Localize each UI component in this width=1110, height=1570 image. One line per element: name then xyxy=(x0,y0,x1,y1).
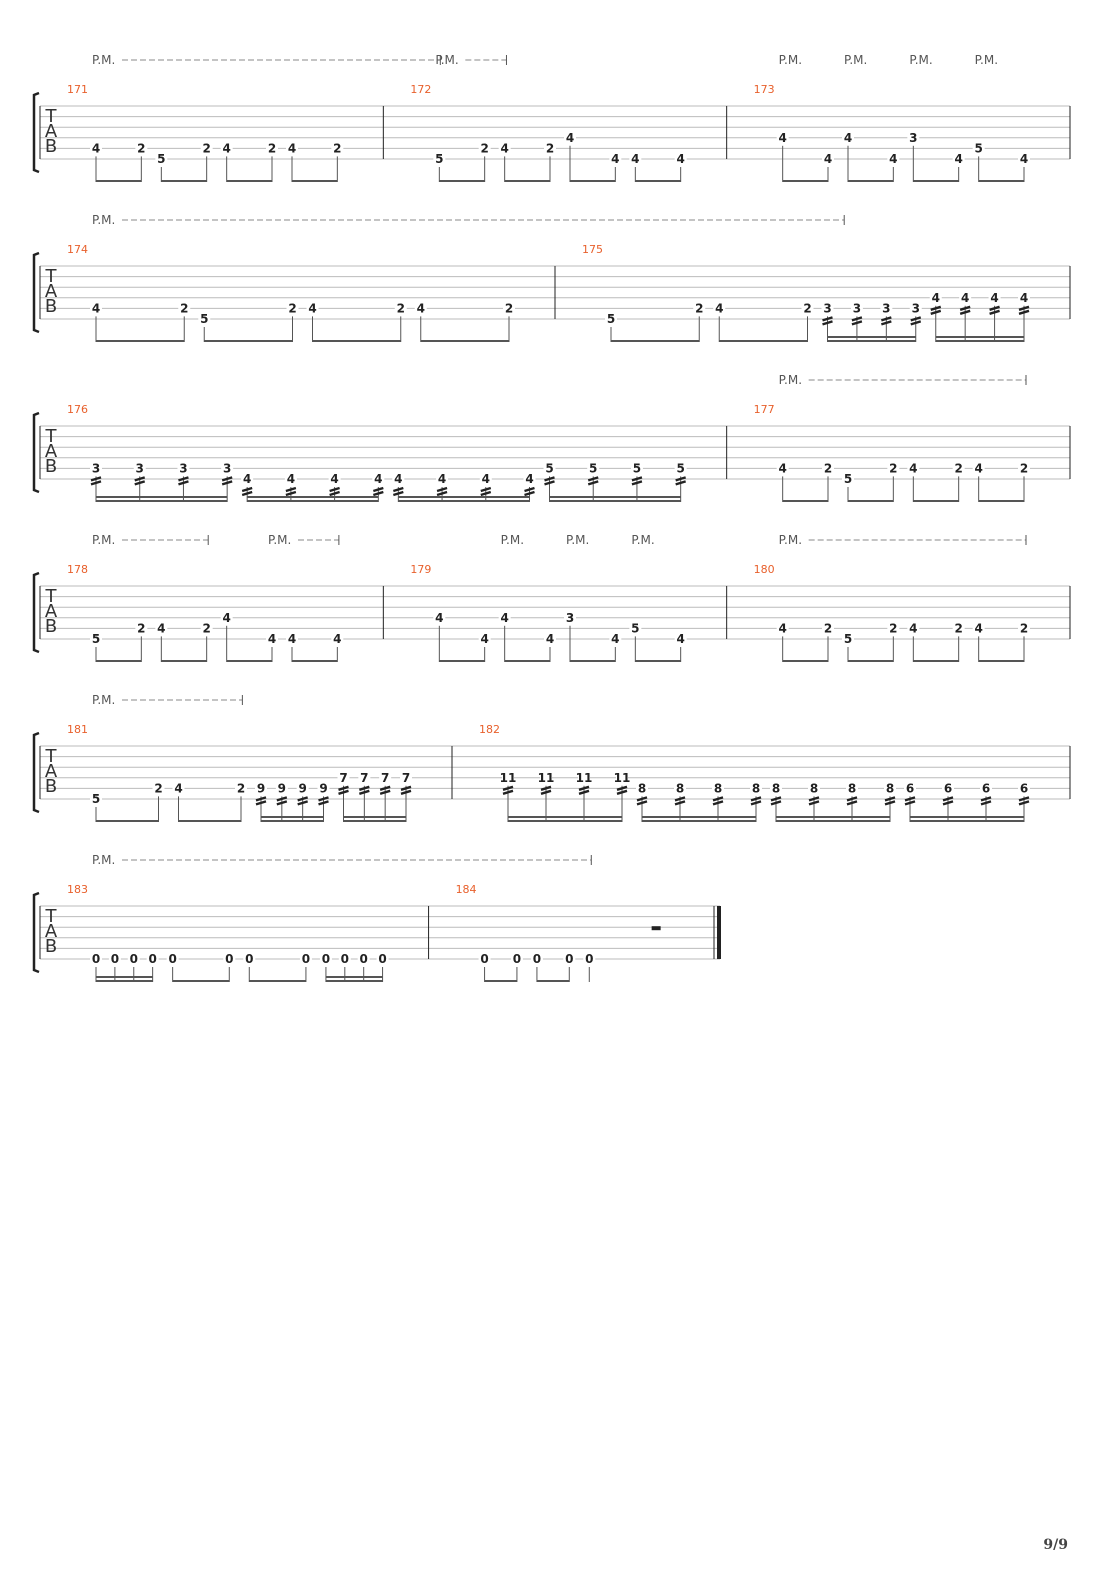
fret-number: 3 xyxy=(882,301,891,316)
tab-clef-letter: B xyxy=(44,456,58,477)
fret-number: 4 xyxy=(778,461,787,476)
fret-number: 5 xyxy=(91,792,101,806)
beam xyxy=(979,180,1024,182)
fret-number: 6 xyxy=(943,781,953,796)
beam xyxy=(292,660,337,662)
beam xyxy=(570,660,615,662)
beam xyxy=(848,180,893,182)
fret-number: 0 xyxy=(129,952,138,966)
fret-number: 5 xyxy=(632,461,642,476)
fret-number: 6 xyxy=(981,781,991,796)
fret-number: 0 xyxy=(340,952,349,966)
fret-number: 4 xyxy=(611,152,620,166)
beam xyxy=(936,336,1024,338)
fret-number: 4 xyxy=(611,632,620,646)
tab-clef-letter: B xyxy=(44,136,58,157)
measure-number: 175 xyxy=(582,243,603,256)
fret-number: 2 xyxy=(154,781,163,796)
fret-number: 0 xyxy=(378,952,387,966)
tab-clef-letter: B xyxy=(44,296,58,317)
tab-clef-letter: B xyxy=(44,936,58,957)
fret-number: 3 xyxy=(179,461,188,476)
fret-number: 2 xyxy=(137,621,146,636)
system-bracket xyxy=(34,733,39,812)
fret-number: 4 xyxy=(525,472,534,486)
palm-mute-label: P.M. xyxy=(778,533,803,547)
beam xyxy=(96,976,153,978)
fret-number: 2 xyxy=(954,621,963,636)
beam xyxy=(96,980,153,982)
fret-number: 2 xyxy=(333,141,342,156)
fret-number: 4 xyxy=(308,301,317,316)
beam xyxy=(910,820,1024,822)
tab-system xyxy=(34,693,1070,822)
measure-number: 176 xyxy=(67,403,88,416)
fret-number: 2 xyxy=(889,621,898,636)
beam xyxy=(635,660,680,662)
palm-mute-label: P.M. xyxy=(268,533,292,547)
fret-number: 0 xyxy=(321,952,331,966)
beam xyxy=(913,500,958,502)
palm-mute-label: P.M. xyxy=(909,53,933,67)
fret-number: 0 xyxy=(301,952,311,966)
palm-mute-label: P.M. xyxy=(500,533,525,547)
fret-number: 4 xyxy=(676,152,685,166)
fret-number: 2 xyxy=(823,461,833,476)
fret-number: 2 xyxy=(236,781,246,796)
fret-number: 3 xyxy=(135,461,144,476)
fret-number: 0 xyxy=(512,952,522,966)
fret-number: 8 xyxy=(713,781,723,796)
palm-mute-label: P.M. xyxy=(92,533,116,547)
fret-number: 3 xyxy=(91,461,101,476)
fret-number: 8 xyxy=(771,781,781,796)
beam xyxy=(776,820,890,822)
tab-clef-letter: A xyxy=(44,921,58,942)
fret-number: 4 xyxy=(91,301,101,316)
fret-number: 4 xyxy=(1019,290,1029,305)
fret-number: 2 xyxy=(823,621,833,636)
measure-number: 171 xyxy=(67,83,88,96)
fret-number: 4 xyxy=(416,301,425,316)
fret-number: 4 xyxy=(157,621,166,636)
beam xyxy=(776,816,890,818)
beam xyxy=(96,496,227,498)
beam xyxy=(439,660,484,662)
beam xyxy=(828,336,916,338)
beam xyxy=(227,180,272,182)
beam xyxy=(848,500,893,502)
fret-number: 9 xyxy=(319,781,328,796)
palm-mute-label: P.M. xyxy=(92,213,116,227)
fret-number: 5 xyxy=(676,461,685,476)
palm-mute-label: P.M. xyxy=(844,53,868,67)
fret-number: 4 xyxy=(374,472,383,486)
fret-number: 9 xyxy=(256,781,266,796)
tab-clef-letter: T xyxy=(45,106,57,127)
fret-number: 4 xyxy=(91,141,101,156)
beam xyxy=(161,180,206,182)
beam xyxy=(936,340,1024,342)
palm-mute-label: P.M. xyxy=(631,533,655,547)
fret-number: 2 xyxy=(1019,621,1029,636)
fret-number: 2 xyxy=(1019,461,1029,476)
tab-clef-letter: T xyxy=(45,266,57,287)
fret-number: 7 xyxy=(401,770,411,785)
beam xyxy=(570,180,615,182)
measure-number: 184 xyxy=(455,883,477,896)
fret-number: 5 xyxy=(545,461,554,476)
measure-number: 180 xyxy=(753,563,775,576)
fret-number: 8 xyxy=(847,781,857,796)
fret-number: 4 xyxy=(267,632,277,646)
beam xyxy=(96,180,141,182)
beam xyxy=(783,660,828,662)
fret-number: 8 xyxy=(809,781,819,796)
beam xyxy=(96,820,159,822)
tab-clef-letter: A xyxy=(44,121,58,142)
fret-number: 4 xyxy=(480,632,489,646)
beam xyxy=(204,340,292,342)
fret-number: 11 xyxy=(537,770,555,785)
fret-number: 3 xyxy=(911,301,920,316)
half-rest xyxy=(652,926,661,930)
fret-number: 2 xyxy=(545,141,555,156)
beam xyxy=(611,340,699,342)
tab-system xyxy=(34,373,1070,502)
beam xyxy=(550,496,681,498)
fret-number: 4 xyxy=(909,621,918,636)
beam xyxy=(96,340,184,342)
fret-number: 4 xyxy=(287,632,297,646)
measure-number: 178 xyxy=(67,563,88,576)
fret-number: 4 xyxy=(174,781,183,796)
tab-clef-letter: T xyxy=(45,426,57,447)
beam xyxy=(848,660,893,662)
beam xyxy=(635,180,680,182)
tab-clef-letter: B xyxy=(44,776,58,797)
beam xyxy=(173,980,230,982)
beam xyxy=(261,816,324,818)
fret-number: 2 xyxy=(202,621,211,636)
measure-number: 181 xyxy=(67,723,88,736)
fret-number: 8 xyxy=(885,781,895,796)
fret-number: 2 xyxy=(180,301,189,316)
fret-number: 0 xyxy=(585,952,594,966)
beam xyxy=(398,496,529,498)
system-bracket xyxy=(34,893,39,972)
fret-number: 2 xyxy=(889,461,898,476)
fret-number: 4 xyxy=(960,290,970,305)
beam xyxy=(508,820,622,822)
measure-number: 173 xyxy=(753,83,775,96)
fret-number: 5 xyxy=(91,632,101,646)
fret-number: 8 xyxy=(637,781,647,796)
system-bracket xyxy=(34,573,39,652)
fret-number: 0 xyxy=(225,952,234,966)
palm-mute-label: P.M. xyxy=(974,53,999,67)
fret-number: 7 xyxy=(339,770,348,785)
fret-number: 4 xyxy=(843,130,853,145)
beam xyxy=(828,340,916,342)
fret-number: 4 xyxy=(974,621,983,636)
fret-number: 0 xyxy=(91,952,101,966)
beam xyxy=(783,180,828,182)
palm-mute-label: P.M. xyxy=(92,693,116,707)
fret-number: 5 xyxy=(200,312,209,326)
beam xyxy=(508,816,622,818)
fret-number: 2 xyxy=(396,301,405,316)
beam xyxy=(719,340,807,342)
beam xyxy=(642,820,756,822)
fret-number: 7 xyxy=(360,770,369,785)
beam xyxy=(249,980,306,982)
fret-number: 8 xyxy=(675,781,685,796)
fret-number: 0 xyxy=(245,952,254,966)
system-bracket xyxy=(34,93,39,172)
fret-number: 4 xyxy=(631,152,640,166)
palm-mute-label: P.M. xyxy=(435,53,459,67)
fret-number: 0 xyxy=(110,952,120,966)
beam xyxy=(179,820,242,822)
fret-number: 4 xyxy=(437,472,447,486)
tab-clef-letter: A xyxy=(44,761,58,782)
fret-number: 2 xyxy=(695,301,704,316)
tab-clef-letter: A xyxy=(44,441,58,462)
fret-number: 0 xyxy=(532,952,542,966)
palm-mute-label: P.M. xyxy=(92,53,116,67)
fret-number: 4 xyxy=(545,632,555,646)
fret-number: 11 xyxy=(575,770,593,785)
fret-number: 5 xyxy=(157,152,166,166)
beam xyxy=(910,816,1024,818)
tab-clef-letter: A xyxy=(44,281,58,302)
fret-number: 0 xyxy=(480,952,489,966)
beam xyxy=(485,980,517,982)
fret-number: 6 xyxy=(1019,781,1029,796)
tab-clef-letter: T xyxy=(45,906,57,927)
palm-mute-label: P.M. xyxy=(778,373,803,387)
fret-number: 2 xyxy=(137,141,146,156)
fret-number: 4 xyxy=(778,130,787,145)
fret-number: 0 xyxy=(565,952,574,966)
fret-number: 2 xyxy=(803,301,812,316)
fret-number: 11 xyxy=(499,770,517,785)
fret-number: 4 xyxy=(435,610,444,625)
measure-number: 174 xyxy=(67,243,88,256)
palm-mute-label: P.M. xyxy=(778,53,803,67)
final-barline-thick xyxy=(717,906,721,959)
fret-number: 4 xyxy=(889,152,898,166)
fret-number: 4 xyxy=(931,290,940,305)
fret-number: 4 xyxy=(500,141,509,156)
fret-number: 5 xyxy=(843,472,853,486)
beam xyxy=(979,500,1024,502)
beam xyxy=(261,820,324,822)
beam xyxy=(326,976,383,978)
fret-number: 9 xyxy=(277,781,287,796)
fret-number: 4 xyxy=(909,461,918,476)
fret-number: 4 xyxy=(481,472,490,486)
fret-number: 5 xyxy=(631,621,640,636)
beam xyxy=(421,340,509,342)
system-bracket xyxy=(34,413,39,492)
fret-number: 5 xyxy=(435,152,444,166)
fret-number: 4 xyxy=(565,130,575,145)
beam xyxy=(227,660,272,662)
fret-number: 3 xyxy=(852,301,862,316)
fret-number: 5 xyxy=(843,632,853,646)
beam xyxy=(550,500,681,502)
fret-number: 4 xyxy=(333,632,342,646)
beam xyxy=(913,660,958,662)
measure-number: 182 xyxy=(479,723,500,736)
fret-number: 3 xyxy=(909,130,918,145)
fret-number: 5 xyxy=(589,461,598,476)
fret-number: 4 xyxy=(394,472,403,486)
beam xyxy=(439,180,484,182)
tab-clef-letter: T xyxy=(45,746,57,767)
fret-number: 6 xyxy=(905,781,915,796)
fret-number: 4 xyxy=(974,461,983,476)
fret-number: 3 xyxy=(222,461,232,476)
tab-system xyxy=(34,213,1070,342)
fret-number: 0 xyxy=(148,952,157,966)
fret-number: 8 xyxy=(751,781,761,796)
beam xyxy=(96,660,141,662)
fret-number: 2 xyxy=(202,141,211,156)
fret-number: 5 xyxy=(606,312,616,326)
tab-clef-letter: A xyxy=(44,601,58,622)
beam xyxy=(313,340,401,342)
tab-system xyxy=(34,533,1070,662)
tab-system xyxy=(34,53,1070,182)
tab-system xyxy=(34,853,721,982)
fret-number: 4 xyxy=(330,472,339,486)
measure-number: 177 xyxy=(753,403,775,416)
fret-number: 2 xyxy=(267,141,277,156)
palm-mute-label: P.M. xyxy=(566,533,590,547)
fret-number: 2 xyxy=(954,461,963,476)
fret-number: 4 xyxy=(222,141,231,156)
fret-number: 4 xyxy=(1019,152,1029,166)
beam xyxy=(398,500,529,502)
fret-number: 4 xyxy=(287,141,297,156)
fret-number: 9 xyxy=(298,781,307,796)
fret-number: 7 xyxy=(380,770,390,785)
fret-number: 4 xyxy=(715,301,724,316)
fret-number: 3 xyxy=(565,610,575,625)
beam xyxy=(344,816,407,818)
beam xyxy=(344,820,407,822)
fret-number: 3 xyxy=(823,301,832,316)
system-bracket xyxy=(34,253,39,332)
fret-number: 4 xyxy=(823,152,833,166)
tab-clef-letter: B xyxy=(44,616,58,637)
beam xyxy=(783,500,828,502)
beam xyxy=(642,816,756,818)
fret-number: 4 xyxy=(242,472,252,486)
page-number: 9/9 xyxy=(1043,1537,1068,1553)
tab-clef-letter: T xyxy=(45,586,57,607)
fret-number: 0 xyxy=(359,952,368,966)
measure-number: 172 xyxy=(410,83,432,96)
beam xyxy=(913,180,958,182)
fret-number: 4 xyxy=(676,632,685,646)
fret-number: 2 xyxy=(288,301,297,316)
beam xyxy=(505,660,550,662)
fret-number: 4 xyxy=(778,621,787,636)
fret-number: 0 xyxy=(168,952,177,966)
beam xyxy=(161,660,206,662)
measure-number: 179 xyxy=(410,563,432,576)
beam xyxy=(326,980,383,982)
fret-number: 2 xyxy=(480,141,489,156)
fret-number: 4 xyxy=(500,610,509,625)
beam xyxy=(292,180,337,182)
fret-number: 4 xyxy=(990,290,999,305)
fret-number: 11 xyxy=(613,770,631,785)
palm-mute-label: P.M. xyxy=(92,853,116,867)
fret-number: 4 xyxy=(286,472,296,486)
beam xyxy=(505,180,550,182)
fret-number: 5 xyxy=(974,141,983,156)
fret-number: 4 xyxy=(954,152,963,166)
fret-number: 4 xyxy=(222,610,231,625)
fret-number: 2 xyxy=(504,301,514,316)
beam xyxy=(247,496,378,498)
measure-number: 183 xyxy=(67,883,88,896)
beam xyxy=(979,660,1024,662)
beam xyxy=(537,980,569,982)
beam xyxy=(96,500,227,502)
beam xyxy=(247,500,378,502)
